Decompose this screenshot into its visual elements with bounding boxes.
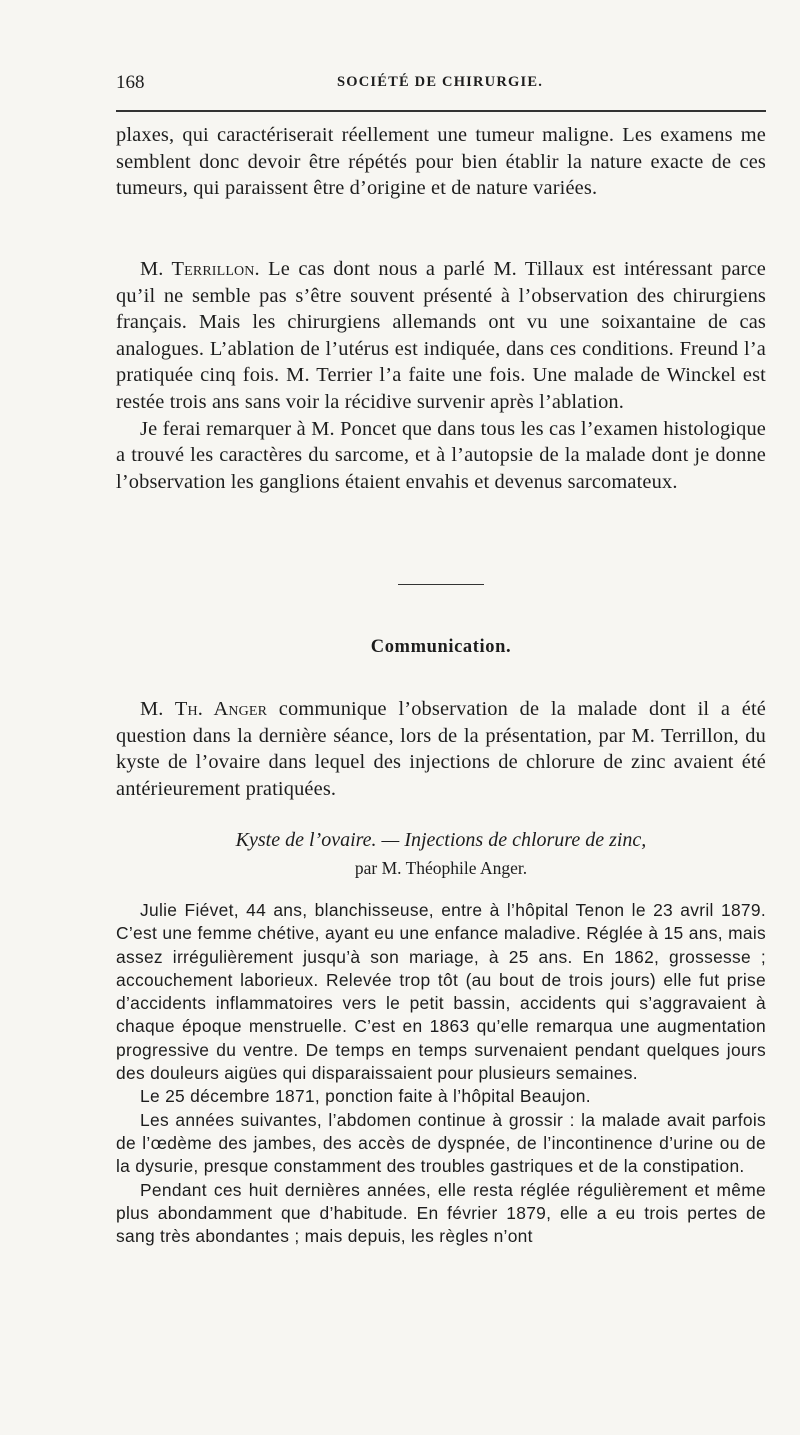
case-paragraph: Julie Fiévet, 44 ans, blanchisseuse, entre à l’hôpital Tenon le 23 avril 1879. C’est une femme chétive, ayant eu une enfance maladive. Réglée à 15 ans, mais assez irrégulièrement jusqu’à son mariage, à 25 ans. En 1862, grossesse ; accouchement laborieux. Relevée trop tôt (au bout de trois jours) elle fut prise d’accidents inflammatoires vers le petit bassin, accidents qui s’aggravaient à chaque époque menstruelle. C’est en 1863 qu’elle remarqua une augmentation progressive du ventre. De temps en temps survenaient pendant quelques jours des douleurs aigües qui disparaissaient pour plusieurs semaines. [116,900,766,1084]
case-title: Kyste de l’ovaire. — Injections de chlorure de zinc, [235,829,647,851]
header-rule [116,110,766,112]
speaker-terrillon: M. Terrillon. [140,258,260,280]
section-separator [398,584,484,585]
case-report [116,899,766,1248]
running-head: SOCIÉTÉ DE CHIRURGIE. [336,74,544,90]
case-byline: par M. Théophile Anger. [354,858,528,878]
case-paragraph: Pendant ces huit dernières années, elle resta réglée régulièrement et même plus abondamment que d’habitude. En février 1879, elle a eu trois pertes de sang très abondantes ; mais depuis, les règles n’ont [116,1179,766,1247]
anger-communication [116,696,766,802]
page-number: 168 [116,72,145,93]
terrillon-paragraph-2: Je ferai remarquer à M. Poncet que dans tous les cas l’examen histologique a trouvé les caractères du sarcome, et à l’autopsie de la malade dont je donne l’observation les ganglions étaient envahis et devenus sarcomateux. [116,417,766,493]
terrillon-text: Le cas dont nous a parlé M. Tillaux est intéressant parce qu’il ne semble pas s’être souvent présenté à l’observation des chirurgiens français. Mais les chirurgiens allemands ont vu une soixantaine de cas analogues. L’ablation de l’utérus est indiquée, dans ces conditions. Freund l’a pratiquée cinq fois. M. Terrier l’a faite une fois. Une malade de Winckel est restée trois ans sans voir la récidive survenir après l’ablation. [116,258,766,413]
case-paragraph: Le 25 décembre 1871, ponction faite à l’hôpital Beaujon. [140,1086,591,1107]
paragraph-1-text: plaxes, qui caractériserait réellement une tumeur maligne. Les examens me semblent donc devoir être répétés pour bien établir la nature exacte de ces tumeurs, qui paraissent être d’origine et de nature variées. [116,124,766,200]
page-header [116,72,764,100]
section-title: Communication. [370,637,512,657]
anger-text: communique l’observation de la malade dont il a été question dans la dernière séance, lors de la présentation, par M. Terrillon, du kyste de l’ovaire dans lequel des injections de chlorure de zinc avaient été antérieurement pratiquées. [116,698,766,800]
terrillon-paragraph [116,256,766,416]
paragraph-1 [116,122,766,202]
case-paragraph: Les années suivantes, l’abdomen continue à grossir : la malade avait parfois de l’œdème des jambes, des accès de dyspnée, de l’incontinence d’urine ou de la dysurie, presque constamment des troubles gastriques et de la constipation. [116,1109,766,1177]
terrillon-remarks [116,256,766,495]
speaker-anger: M. Th. Anger [140,698,268,720]
anger-paragraph [116,696,766,802]
